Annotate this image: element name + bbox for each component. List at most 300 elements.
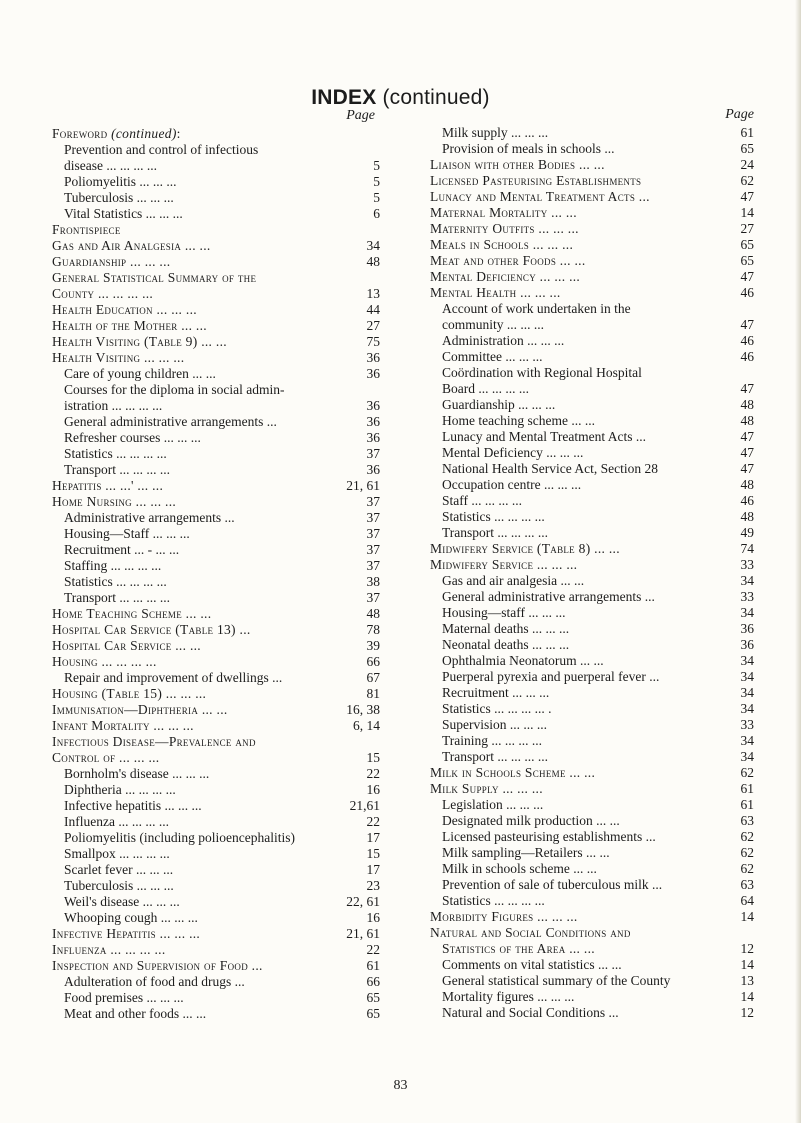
index-entry-page: 37 bbox=[366, 510, 380, 525]
index-entry bbox=[430, 573, 754, 589]
index-entry-text: Hepatitis ... ...' ... ... bbox=[52, 478, 164, 493]
index-entry bbox=[52, 702, 382, 718]
index-entry bbox=[52, 446, 382, 462]
index-entry bbox=[430, 189, 754, 205]
index-entry bbox=[430, 557, 754, 573]
index-column-right bbox=[430, 108, 754, 1021]
index-entry-text: Poliomyelitis ... ... ... bbox=[64, 174, 177, 189]
index-entry bbox=[52, 862, 382, 878]
index-entry-page: 65 bbox=[740, 253, 754, 268]
index-entry bbox=[430, 701, 754, 717]
index-entry bbox=[52, 190, 382, 206]
index-entry bbox=[430, 589, 754, 605]
index-entry-text: Tuberculosis ... ... ... bbox=[64, 190, 174, 205]
index-entry bbox=[430, 413, 754, 429]
index-entry bbox=[430, 925, 754, 941]
index-entry bbox=[52, 894, 382, 910]
index-entry bbox=[430, 445, 754, 461]
index-entry-text: Mental Health ... ... ... bbox=[430, 285, 561, 300]
index-entry bbox=[430, 205, 754, 221]
index-entry-text: Infective hepatitis ... ... ... bbox=[64, 798, 202, 813]
index-entry-text: Influenza ... ... ... ... bbox=[52, 942, 166, 957]
index-entry bbox=[52, 206, 382, 222]
index-entry-page: 47 bbox=[740, 317, 754, 332]
index-entry-text: Maternal Mortality ... ... bbox=[430, 205, 577, 220]
index-entry-text: Staffing ... ... ... ... bbox=[64, 558, 162, 573]
index-entry bbox=[52, 286, 382, 302]
index-entry bbox=[52, 478, 382, 494]
index-entry-page: 22 bbox=[366, 942, 380, 957]
index-entry-page: 49 bbox=[740, 525, 754, 540]
index-entry-page: 65 bbox=[366, 990, 380, 1005]
index-entry-page: 14 bbox=[740, 957, 754, 972]
index-entry-page: 34 bbox=[740, 685, 754, 700]
page-edge-shadow bbox=[795, 0, 801, 1123]
index-entry bbox=[52, 622, 382, 638]
index-entry-text: Statistics ... ... ... ... bbox=[64, 446, 167, 461]
index-entry-text: General administrative arrangements ... bbox=[64, 414, 277, 429]
index-entry-page: 62 bbox=[740, 173, 754, 188]
index-entry-page: 5 bbox=[373, 158, 380, 173]
index-entry-page: 74 bbox=[740, 541, 754, 556]
page-number: 83 bbox=[393, 1078, 408, 1093]
index-entry-page: 36 bbox=[366, 398, 380, 413]
index-entry-text: Immunisation—Diphtheria ... ... bbox=[52, 702, 228, 717]
index-entry-page: 34 bbox=[740, 653, 754, 668]
index-entry bbox=[430, 797, 754, 813]
index-entry bbox=[52, 638, 382, 654]
index-entry-text: Health Visiting ... ... ... bbox=[52, 350, 185, 365]
index-entry bbox=[430, 829, 754, 845]
index-entry bbox=[430, 493, 754, 509]
index-entry-page: 47 bbox=[740, 445, 754, 460]
index-entry bbox=[430, 813, 754, 829]
index-entry-page: 47 bbox=[740, 429, 754, 444]
index-entry-page: 75 bbox=[366, 334, 380, 349]
index-entry-page: 24 bbox=[740, 157, 754, 172]
index-entry bbox=[430, 157, 754, 173]
index-entry-page: 39 bbox=[366, 638, 380, 653]
index-entry bbox=[52, 350, 382, 366]
index-entry-page: 46 bbox=[740, 493, 754, 508]
index-entry-page: 46 bbox=[740, 285, 754, 300]
index-entry-page: 36 bbox=[740, 621, 754, 636]
index-entry-page: 13 bbox=[740, 973, 754, 988]
index-entry-text: community ... ... ... bbox=[442, 317, 544, 332]
index-entry bbox=[430, 461, 754, 477]
index-entry bbox=[430, 605, 754, 621]
index-entry bbox=[52, 158, 382, 174]
index-entry bbox=[52, 1006, 382, 1022]
index-entry-page: 16 bbox=[366, 910, 380, 925]
index-entry-text: Home Teaching Scheme ... ... bbox=[52, 606, 212, 621]
index-entry bbox=[430, 989, 754, 1005]
index-entry-text: Milk in Schools Scheme ... ... bbox=[430, 765, 596, 780]
index-entry-text: Staff ... ... ... ... bbox=[442, 493, 522, 508]
index-entry-text: Guardianship ... ... ... bbox=[52, 254, 171, 269]
index-entry-text: Licensed Pasteurising Establishments bbox=[430, 173, 642, 188]
index-entry-text: Natural and Social Conditions and bbox=[430, 925, 631, 940]
index-entry bbox=[52, 654, 382, 670]
index-entry bbox=[430, 141, 754, 157]
index-entry-text: Diphtheria ... ... ... ... bbox=[64, 782, 176, 797]
index-entry-text: Housing (Table 15) ... ... ... bbox=[52, 686, 207, 701]
index-entry-text: Liaison with other Bodies ... ... bbox=[430, 157, 605, 172]
index-entry-page: 63 bbox=[740, 813, 754, 828]
index-entry bbox=[430, 237, 754, 253]
index-entry-page: 15 bbox=[366, 846, 380, 861]
index-entry bbox=[52, 558, 382, 574]
index-entry bbox=[52, 414, 382, 430]
index-entry-page: 5 bbox=[373, 190, 380, 205]
index-entry-text: Home Nursing ... ... ... bbox=[52, 494, 177, 509]
index-entry-text: County ... ... ... ... bbox=[52, 286, 154, 301]
index-entry bbox=[430, 221, 754, 237]
index-entry bbox=[52, 974, 382, 990]
index-entry bbox=[430, 125, 754, 141]
index-entry bbox=[52, 686, 382, 702]
index-entry bbox=[430, 429, 754, 445]
index-entry-page: 38 bbox=[366, 574, 380, 589]
index-entry-page: 37 bbox=[366, 446, 380, 461]
index-entry-text: Housing—Staff ... ... ... bbox=[64, 526, 190, 541]
index-entry-text: General statistical summary of the County bbox=[442, 973, 671, 988]
index-entry-text: Tuberculosis ... ... ... bbox=[64, 878, 174, 893]
page-column-label: Page bbox=[725, 107, 754, 122]
index-entry bbox=[52, 222, 382, 238]
index-entry-page: 46 bbox=[740, 333, 754, 348]
index-entry-page: 36 bbox=[366, 350, 380, 365]
index-entry-text: Coördination with Regional Hospital bbox=[442, 365, 642, 380]
index-entry-text: Meat and other foods ... ... bbox=[64, 1006, 207, 1021]
index-entry-page: 23 bbox=[366, 878, 380, 893]
index-entry-page: 22 bbox=[366, 766, 380, 781]
index-entry bbox=[52, 126, 382, 142]
index-entry-text: Hospital Car Service ... ... bbox=[52, 638, 201, 653]
index-entry-page: 67 bbox=[366, 670, 380, 685]
index-entry-text: Milk Supply ... ... ... bbox=[430, 781, 543, 796]
index-entry bbox=[430, 717, 754, 733]
index-entry-page: 22 bbox=[366, 814, 380, 829]
index-entry-text: Ophthalmia Neonatorum ... ... bbox=[442, 653, 604, 668]
index-entry bbox=[430, 509, 754, 525]
index-entry-text: Lunacy and Mental Treatment Acts ... bbox=[430, 189, 650, 204]
index-entry-text: Influenza ... ... ... ... bbox=[64, 814, 169, 829]
index-entry-text: Health of the Mother ... ... bbox=[52, 318, 207, 333]
index-entry-text: Whooping cough ... ... ... bbox=[64, 910, 198, 925]
index-entry-page: 12 bbox=[740, 941, 754, 956]
index-entry-text: Inspection and Supervision of Food ... bbox=[52, 958, 263, 973]
index-entry bbox=[430, 381, 754, 397]
index-entry-text: Home teaching scheme ... ... bbox=[442, 413, 595, 428]
index-entry-page: 48 bbox=[366, 606, 380, 621]
index-entry bbox=[430, 845, 754, 861]
index-entry-page: 13 bbox=[366, 286, 380, 301]
index-entry bbox=[430, 253, 754, 269]
index-entry-page: 62 bbox=[740, 829, 754, 844]
index-entry-text: General administrative arrangements ... bbox=[442, 589, 655, 604]
index-entry-text: Smallpox ... ... ... ... bbox=[64, 846, 170, 861]
index-entry-page: 14 bbox=[740, 205, 754, 220]
index-entry-page: 65 bbox=[366, 1006, 380, 1021]
index-entry-page: 37 bbox=[366, 590, 380, 605]
index-entry-page: 14 bbox=[740, 989, 754, 1004]
index-entry-page: 61 bbox=[740, 125, 754, 140]
index-entry-text: Provision of meals in schools ... bbox=[442, 141, 615, 156]
index-entry-text: Gas and Air Analgesia ... ... bbox=[52, 238, 211, 253]
index-entry-text: Weil's disease ... ... ... bbox=[64, 894, 180, 909]
index-entry-page: 36 bbox=[366, 430, 380, 445]
index-entry-page: 37 bbox=[366, 494, 380, 509]
index-entry-page: 61 bbox=[366, 958, 380, 973]
index-entry-page: 47 bbox=[740, 381, 754, 396]
index-entry bbox=[52, 142, 382, 158]
index-entry bbox=[52, 270, 382, 286]
index-entry bbox=[430, 765, 754, 781]
index-entry-text: Hospital Car Service (Table 13) ... bbox=[52, 622, 251, 637]
index-entry-page: 16 bbox=[366, 782, 380, 797]
index-entry-text: Recruitment ... ... ... bbox=[442, 685, 550, 700]
index-entry-text: Statistics ... ... ... ... bbox=[442, 509, 545, 524]
index-entry bbox=[430, 877, 754, 893]
page-column-label: Page bbox=[346, 108, 375, 123]
index-entry-text: Guardianship ... ... ... bbox=[442, 397, 556, 412]
index-entry-text: Prevention and control of infectious bbox=[64, 142, 259, 157]
index-entry bbox=[430, 525, 754, 541]
index-entry-page: 5 bbox=[373, 174, 380, 189]
index-entry bbox=[52, 430, 382, 446]
index-entry-text: Mortality figures ... ... ... bbox=[442, 989, 575, 1004]
index-entry-text: Health Visiting (Table 9) ... ... bbox=[52, 334, 227, 349]
index-entry-page: 44 bbox=[366, 302, 380, 317]
index-entry bbox=[52, 814, 382, 830]
index-entry-page: 64 bbox=[740, 893, 754, 908]
index-entry-text: Mental Deficiency ... ... ... bbox=[442, 445, 584, 460]
index-entry-text: Training ... ... ... ... bbox=[442, 733, 543, 748]
index-entry-text: Transport ... ... ... ... bbox=[442, 525, 549, 540]
index-entry-page: 46 bbox=[740, 349, 754, 364]
index-entry-text: Occupation centre ... ... ... bbox=[442, 477, 582, 492]
index-entry-text: Repair and improvement of dwellings ... bbox=[64, 670, 283, 685]
index-entry-page: 47 bbox=[740, 461, 754, 476]
index-entry-text: Infectious Disease—Prevalence and bbox=[52, 734, 256, 749]
index-entry bbox=[430, 653, 754, 669]
index-entry-page: 48 bbox=[740, 509, 754, 524]
index-entry-text: Designated milk production ... ... bbox=[442, 813, 620, 828]
index-entry-page: 21,61 bbox=[349, 798, 380, 813]
index-entry bbox=[52, 910, 382, 926]
index-entry-page: 36 bbox=[366, 414, 380, 429]
index-entry-text: Control of ... ... ... bbox=[52, 750, 160, 765]
page-title: INDEX (continued) bbox=[311, 86, 490, 109]
index-entry bbox=[52, 606, 382, 622]
index-entry bbox=[430, 893, 754, 909]
index-entry-page: 34 bbox=[740, 669, 754, 684]
index-entry bbox=[52, 734, 382, 750]
index-entry bbox=[430, 269, 754, 285]
index-entry-page: 66 bbox=[366, 654, 380, 669]
index-entry bbox=[430, 669, 754, 685]
index-entry-page: 33 bbox=[740, 717, 754, 732]
index-entry-text: Statistics ... ... ... ... bbox=[64, 574, 167, 589]
index-entry bbox=[52, 462, 382, 478]
index-entry-text: Infant Mortality ... ... ... bbox=[52, 718, 194, 733]
index-entry bbox=[52, 510, 382, 526]
index-entry bbox=[52, 750, 382, 766]
index-entry-text: Recruitment ... - ... ... bbox=[64, 542, 180, 557]
index-entry-text: Adulteration of food and drugs ... bbox=[64, 974, 245, 989]
index-entry bbox=[430, 333, 754, 349]
index-entry bbox=[52, 846, 382, 862]
index-entry-page: 33 bbox=[740, 589, 754, 604]
index-entry-page: 34 bbox=[740, 605, 754, 620]
index-entry bbox=[52, 830, 382, 846]
index-entry bbox=[52, 494, 382, 510]
index-entry-page: 21, 61 bbox=[346, 478, 380, 493]
index-entry-page: 36 bbox=[366, 462, 380, 477]
index-entry-text: Statistics ... ... ... ... . bbox=[442, 701, 552, 716]
index-entry-text: istration ... ... ... ... bbox=[64, 398, 163, 413]
index-entry bbox=[52, 718, 382, 734]
index-entry-page: 48 bbox=[366, 254, 380, 269]
index-entry bbox=[430, 301, 754, 317]
index-entry bbox=[430, 749, 754, 765]
index-entry-text: Neonatal deaths ... ... ... bbox=[442, 637, 570, 652]
index-entry bbox=[52, 526, 382, 542]
index-entry-text: Meat and other Foods ... ... bbox=[430, 253, 586, 268]
index-entry-text: Puerperal pyrexia and puerperal fever ... bbox=[442, 669, 660, 684]
index-entry-text: Legislation ... ... ... bbox=[442, 797, 544, 812]
index-entry bbox=[52, 782, 382, 798]
index-entry-text: National Health Service Act, Section 28 bbox=[442, 461, 658, 476]
index-entry-text: Administration ... ... ... bbox=[442, 333, 565, 348]
index-entry-text: Account of work undertaken in the bbox=[442, 301, 631, 316]
index-entry-text: Infective Hepatitis ... ... ... bbox=[52, 926, 201, 941]
index-entry-page: 48 bbox=[740, 397, 754, 412]
index-entry bbox=[52, 574, 382, 590]
index-entry-text: Poliomyelitis (including polioencephalitis) bbox=[64, 830, 295, 845]
index-entry bbox=[430, 317, 754, 333]
index-entry bbox=[52, 254, 382, 270]
index-entry-page: 36 bbox=[740, 637, 754, 652]
index-entry-page: 37 bbox=[366, 558, 380, 573]
index-entry bbox=[52, 398, 382, 414]
index-entry bbox=[52, 366, 382, 382]
index-entry-text: General Statistical Summary of the bbox=[52, 270, 257, 285]
index-entry bbox=[52, 382, 382, 398]
index-entry-text: disease ... ... ... ... bbox=[64, 158, 157, 173]
index-entry-text: Care of young children ... ... bbox=[64, 366, 216, 381]
index-entry-page: 61 bbox=[740, 781, 754, 796]
index-entry-text: Frontispiece bbox=[52, 222, 121, 237]
index-entry-text: Transport ... ... ... ... bbox=[64, 590, 171, 605]
index-entry-page: 27 bbox=[366, 318, 380, 333]
index-entry-page: 36 bbox=[366, 366, 380, 381]
index-entry-page: 34 bbox=[740, 749, 754, 764]
index-entry-text: Supervision ... ... ... bbox=[442, 717, 548, 732]
index-entry bbox=[430, 941, 754, 957]
index-entry bbox=[52, 302, 382, 318]
index-entry bbox=[430, 909, 754, 925]
index-entry-text: Housing—staff ... ... ... bbox=[442, 605, 566, 620]
index-entry bbox=[430, 173, 754, 189]
index-entry-page: 48 bbox=[740, 477, 754, 492]
index-entry-text: Licensed pasteurising establishments ... bbox=[442, 829, 656, 844]
index-entry bbox=[52, 990, 382, 1006]
index-entry-page: 27 bbox=[740, 221, 754, 236]
index-entry-page: 61 bbox=[740, 797, 754, 812]
index-entry-text: Transport ... ... ... ... bbox=[64, 462, 171, 477]
index-entry bbox=[430, 1005, 754, 1021]
index-entry-page: 37 bbox=[366, 542, 380, 557]
index-entry-text: Meals in Schools ... ... ... bbox=[430, 237, 574, 252]
index-entry-page: 47 bbox=[740, 269, 754, 284]
index-entry bbox=[430, 781, 754, 797]
index-entry bbox=[430, 973, 754, 989]
index-entry-text: Statistics of the Area ... ... bbox=[442, 941, 595, 956]
index-entry-page: 15 bbox=[366, 750, 380, 765]
index-entry bbox=[52, 174, 382, 190]
index-entry-text: Food premises ... ... ... bbox=[64, 990, 184, 1005]
index-entry-page: 62 bbox=[740, 861, 754, 876]
index-entry-text: Refresher courses ... ... ... bbox=[64, 430, 201, 445]
index-entry bbox=[430, 621, 754, 637]
index-entry-text: Committee ... ... ... bbox=[442, 349, 543, 364]
index-entry bbox=[430, 397, 754, 413]
index-entry-text: Housing ... ... ... ... bbox=[52, 654, 157, 669]
index-entry-page: 16, 38 bbox=[346, 702, 380, 717]
index-entry-text: Natural and Social Conditions ... bbox=[442, 1005, 619, 1020]
index-entry bbox=[52, 766, 382, 782]
index-entry bbox=[52, 542, 382, 558]
index-entry-text: Courses for the diploma in social admin- bbox=[64, 382, 285, 397]
index-entry bbox=[52, 798, 382, 814]
index-entry-page: 17 bbox=[366, 862, 380, 877]
index-entry bbox=[52, 942, 382, 958]
index-entry-text: Transport ... ... ... ... bbox=[442, 749, 549, 764]
index-entry bbox=[52, 958, 382, 974]
index-entry-page: 34 bbox=[366, 238, 380, 253]
index-entry-page: 21, 61 bbox=[346, 926, 380, 941]
index-entry-text: Lunacy and Mental Treatment Acts ... bbox=[442, 429, 646, 444]
index-entry-text: Maternal deaths ... ... ... bbox=[442, 621, 570, 636]
index-entry-page: 62 bbox=[740, 845, 754, 860]
index-entry-text: Vital Statistics ... ... ... bbox=[64, 206, 183, 221]
index-entry-page: 48 bbox=[740, 413, 754, 428]
index-entry-text: Scarlet fever ... ... ... bbox=[64, 862, 174, 877]
index-entry-page: 65 bbox=[740, 237, 754, 252]
index-entry-page: 22, 61 bbox=[346, 894, 380, 909]
index-entry-text: Maternity Outfits ... ... ... bbox=[430, 221, 579, 236]
index-entry bbox=[52, 238, 382, 254]
index-entry-page: 34 bbox=[740, 701, 754, 716]
index-entry-page: 66 bbox=[366, 974, 380, 989]
index-entry bbox=[430, 637, 754, 653]
index-entry-page: 17 bbox=[366, 830, 380, 845]
index-entry-page: 37 bbox=[366, 526, 380, 541]
index-entry bbox=[430, 541, 754, 557]
index-entry bbox=[430, 957, 754, 973]
index-entry-text: Statistics ... ... ... ... bbox=[442, 893, 545, 908]
index-entry-text: Board ... ... ... ... bbox=[442, 381, 529, 396]
index-entry-text: Health Education ... ... ... bbox=[52, 302, 197, 317]
index-entry bbox=[430, 349, 754, 365]
index-entry-page: 12 bbox=[740, 1005, 754, 1020]
index-entry-text: Comments on vital statistics ... ... bbox=[442, 957, 622, 972]
index-entry-text: Gas and air analgesia ... ... bbox=[442, 573, 585, 588]
index-entry bbox=[430, 365, 754, 381]
index-entry-page: 81 bbox=[366, 686, 380, 701]
